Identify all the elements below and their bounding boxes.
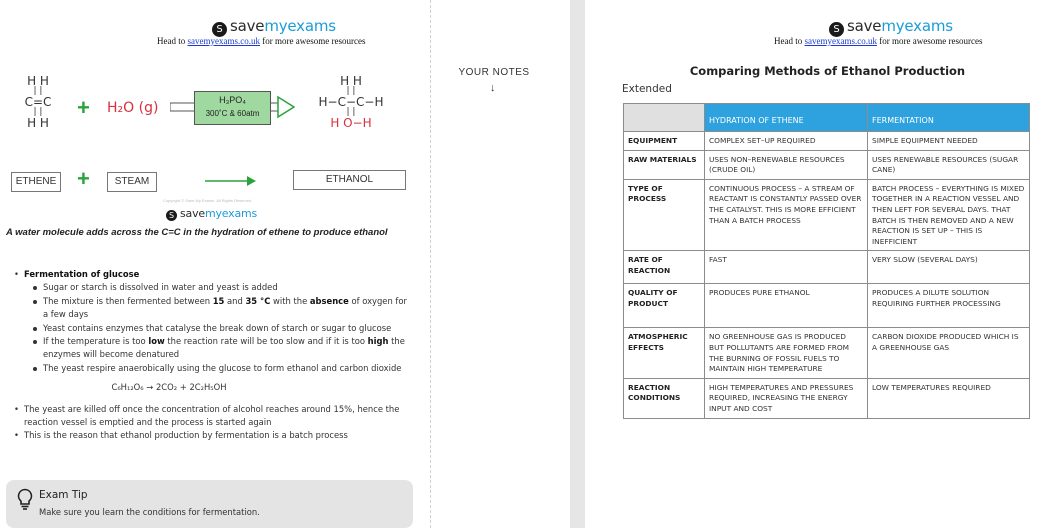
diagram-caption: A water molecule adds across the C=C in the hydration of ethene to produce ethanol	[6, 227, 388, 238]
fermentation-equation: C₆H₁₂O₆ → 2CO₂ + 2C₂H₅OH	[111, 382, 227, 393]
brand-exams-p2: exams	[904, 17, 953, 35]
ethene-row2: | |	[33, 86, 43, 96]
catalyst-box	[194, 91, 271, 125]
header-link[interactable]: savemyexams.co.uk	[187, 36, 260, 46]
table-row	[624, 251, 1030, 284]
fermentation-cell: CARBON DIOXIDE PRODUCED WHICH IS A GREENHOUSE GAS	[868, 328, 1030, 378]
page-separator	[570, 0, 585, 528]
row-header: ATMOSPHERIC EFFECTS	[624, 328, 705, 378]
hydration-cell: FAST	[705, 251, 868, 284]
list-item	[14, 268, 414, 281]
ethene-row4: | |	[33, 107, 43, 117]
mix-text-f: absence	[309, 295, 349, 306]
extended-label: Extended	[622, 83, 672, 95]
header-prefix-p2: Head to	[774, 36, 803, 46]
list-item: Yeast contains enzymes that catalyse the break down of starch or sugar to glucose	[31, 322, 414, 335]
lightbulb-icon	[16, 488, 34, 510]
hydration-cell: CONTINUOUS PROCESS – A STREAM OF REACTANT IS CONSTANTLY PASSED OVER THE CATALYST. THIS IS MORE EFFICIENT THAN A BATCH PROCESS	[705, 179, 868, 251]
row-header: TYPE OF PROCESS	[624, 179, 705, 251]
list-item	[31, 335, 414, 362]
comparison-table	[623, 103, 1030, 419]
table-row	[624, 328, 1030, 378]
table-row	[624, 284, 1030, 328]
list-item: • This is the reason that ethanol production by fermentation is a batch process	[14, 429, 414, 442]
ethanol-row5: H O−H	[330, 116, 372, 130]
header-link-p2[interactable]: savemyexams.co.uk	[804, 36, 877, 46]
header-prefix: Head to	[157, 36, 186, 46]
fermentation-cell: PRODUCES A DILUTE SOLUTION REQUIRING FURTHER PROCESSING	[868, 284, 1030, 328]
hydration-cell: COMPLEX SET–UP REQUIRED	[705, 132, 868, 151]
notes-divider	[430, 0, 431, 528]
brand-logo-small	[166, 207, 257, 221]
table-row	[624, 150, 1030, 179]
mix-text-a: The mixture is then fermented between	[43, 295, 213, 306]
header-line	[157, 36, 365, 46]
ethene-row5: H H	[27, 116, 49, 130]
ethanol-row3: H−C−C−H	[318, 95, 384, 109]
ethanol-row2: | |	[346, 86, 356, 96]
mix-text-b: 15	[212, 295, 225, 306]
mix-text-d: 35 °C	[245, 295, 271, 306]
row-header: REACTION CONDITIONS	[624, 378, 705, 418]
exam-tip-box	[6, 480, 413, 528]
ethene-row3: C=C	[24, 95, 52, 109]
logo-icon-p2: S	[829, 22, 844, 37]
your-notes-label: YOUR NOTES	[458, 67, 530, 78]
table-row	[624, 179, 1030, 251]
conditions-label: 300˚C & 60atm	[205, 109, 260, 118]
table-row	[624, 378, 1030, 418]
mix-text-e: with the	[270, 295, 310, 306]
table-row	[624, 132, 1030, 151]
brand-save-p2: save	[847, 17, 882, 35]
row-header: RATE OF REACTION	[624, 251, 705, 284]
ethene-row1: H H	[27, 74, 49, 88]
brand-exams-small: exams	[221, 207, 258, 220]
row-header: EQUIPMENT	[624, 132, 705, 151]
hydration-cell: HIGH TEMPERATURES AND PRESSURES REQUIRED, INCREASING THE ENERGY INPUT AND COST	[705, 378, 868, 418]
temp-text-b: low	[148, 336, 165, 347]
exam-tip-title: Exam Tip	[39, 489, 88, 501]
plus-icon: +	[77, 95, 90, 120]
plus-icon-2: +	[77, 166, 90, 191]
list-item: The yeast respire anaerobically using the glucose to form ethanol and carbon dioxide	[31, 362, 414, 375]
list-item	[31, 295, 414, 322]
catalyst-label: H₃PO₄	[219, 95, 246, 105]
brand-save-small: save	[180, 207, 205, 220]
logo-icon: S	[212, 22, 227, 37]
fermentation-cell: LOW TEMPERATURES REQUIRED	[868, 378, 1030, 418]
list-item: Sugar or starch is dissolved in water and yeast is added	[31, 281, 414, 294]
temp-text-e: the enzymes will become denatured	[43, 336, 405, 360]
brand-logo-p2[interactable]	[829, 17, 953, 37]
fermentation-cell: SIMPLE EQUIPMENT NEEDED	[868, 132, 1030, 151]
exam-tip-text: Make sure you learn the conditions for fermentation.	[39, 507, 260, 517]
fermentation-heading: Fermentation of glucose	[24, 269, 140, 279]
brand-save: save	[230, 17, 265, 35]
header-suffix-p2: for more awesome resources	[879, 36, 983, 46]
notes-content	[14, 268, 414, 443]
brand-my: my	[264, 17, 288, 35]
row-header: QUALITY OF PRODUCT	[624, 284, 705, 328]
ethanol-label: ETHANOL	[293, 170, 406, 190]
list-item: • The yeast are killed off once the concentration of alcohol reaches around 15%, hence the reaction vessel is emptied and the process is started again	[14, 403, 414, 430]
fermentation-cell: USES RENEWABLE RESOURCES (SUGAR CANE)	[868, 150, 1030, 179]
hydration-cell: NO GREENHOUSE GAS IS PRODUCED BUT POLLUTANTS ARE FORMED FROM THE BURNING OF FOSSIL FUELS TO MAINTAIN HIGH TEMPERATURE	[705, 328, 868, 378]
comparison-title: Comparing Methods of Ethanol Production	[689, 64, 966, 78]
brand-my-p2: my	[881, 17, 905, 35]
ethanol-row4: | |	[346, 107, 356, 117]
brand-my-small: my	[204, 207, 222, 220]
ethene-label: ETHENE	[11, 172, 61, 192]
mix-text-g: of oxygen for a few days	[43, 295, 407, 320]
label-arrow-icon	[205, 173, 257, 189]
water-formula: H₂O (g)	[107, 100, 159, 116]
header-suffix: for more awesome resources	[262, 36, 366, 46]
fermentation-cell: BATCH PROCESS – EVERYTHING IS MIXED TOGETHER IN A REACTION VESSEL AND THEN LEFT FOR SEVERAL DAYS. THAT BATCH IS THEN REMOVED AND A NEW REACTION IS SET UP – THIS IS INEFFICIENT	[868, 179, 1030, 251]
arrow-down-icon: ↓	[490, 82, 496, 94]
header-blank	[624, 104, 705, 132]
temp-text-a: If the temperature is too	[43, 336, 149, 347]
header-hydration: HYDRATION OF ETHENE	[705, 104, 868, 132]
temp-text-c: the reaction rate will be too slow and if it is too	[164, 336, 368, 347]
temp-text-d: high	[367, 336, 389, 347]
brand-logo[interactable]	[212, 17, 336, 37]
header-line-p2	[774, 36, 982, 46]
logo-icon-small: S	[166, 210, 177, 221]
brand-exams: exams	[287, 17, 336, 35]
table-header-row	[624, 104, 1030, 132]
mix-text-c: and	[224, 295, 246, 306]
ethanol-structure	[306, 75, 396, 129]
steam-label: STEAM	[107, 172, 157, 192]
copyright-text: Copyright © Save My Exams. All Rights Reserved	[163, 198, 252, 203]
hydration-cell: PRODUCES PURE ETHANOL	[705, 284, 868, 328]
fermentation-cell: VERY SLOW (SEVERAL DAYS)	[868, 251, 1030, 284]
row-header: RAW MATERIALS	[624, 150, 705, 179]
header-fermentation: FERMENTATION	[868, 104, 1030, 132]
ethanol-row1: H H	[340, 74, 362, 88]
page-right	[585, 0, 1050, 528]
hydration-cell: USES NON–RENEWABLE RESOURCES (CRUDE OIL)	[705, 150, 868, 179]
ethene-structure	[18, 75, 58, 129]
